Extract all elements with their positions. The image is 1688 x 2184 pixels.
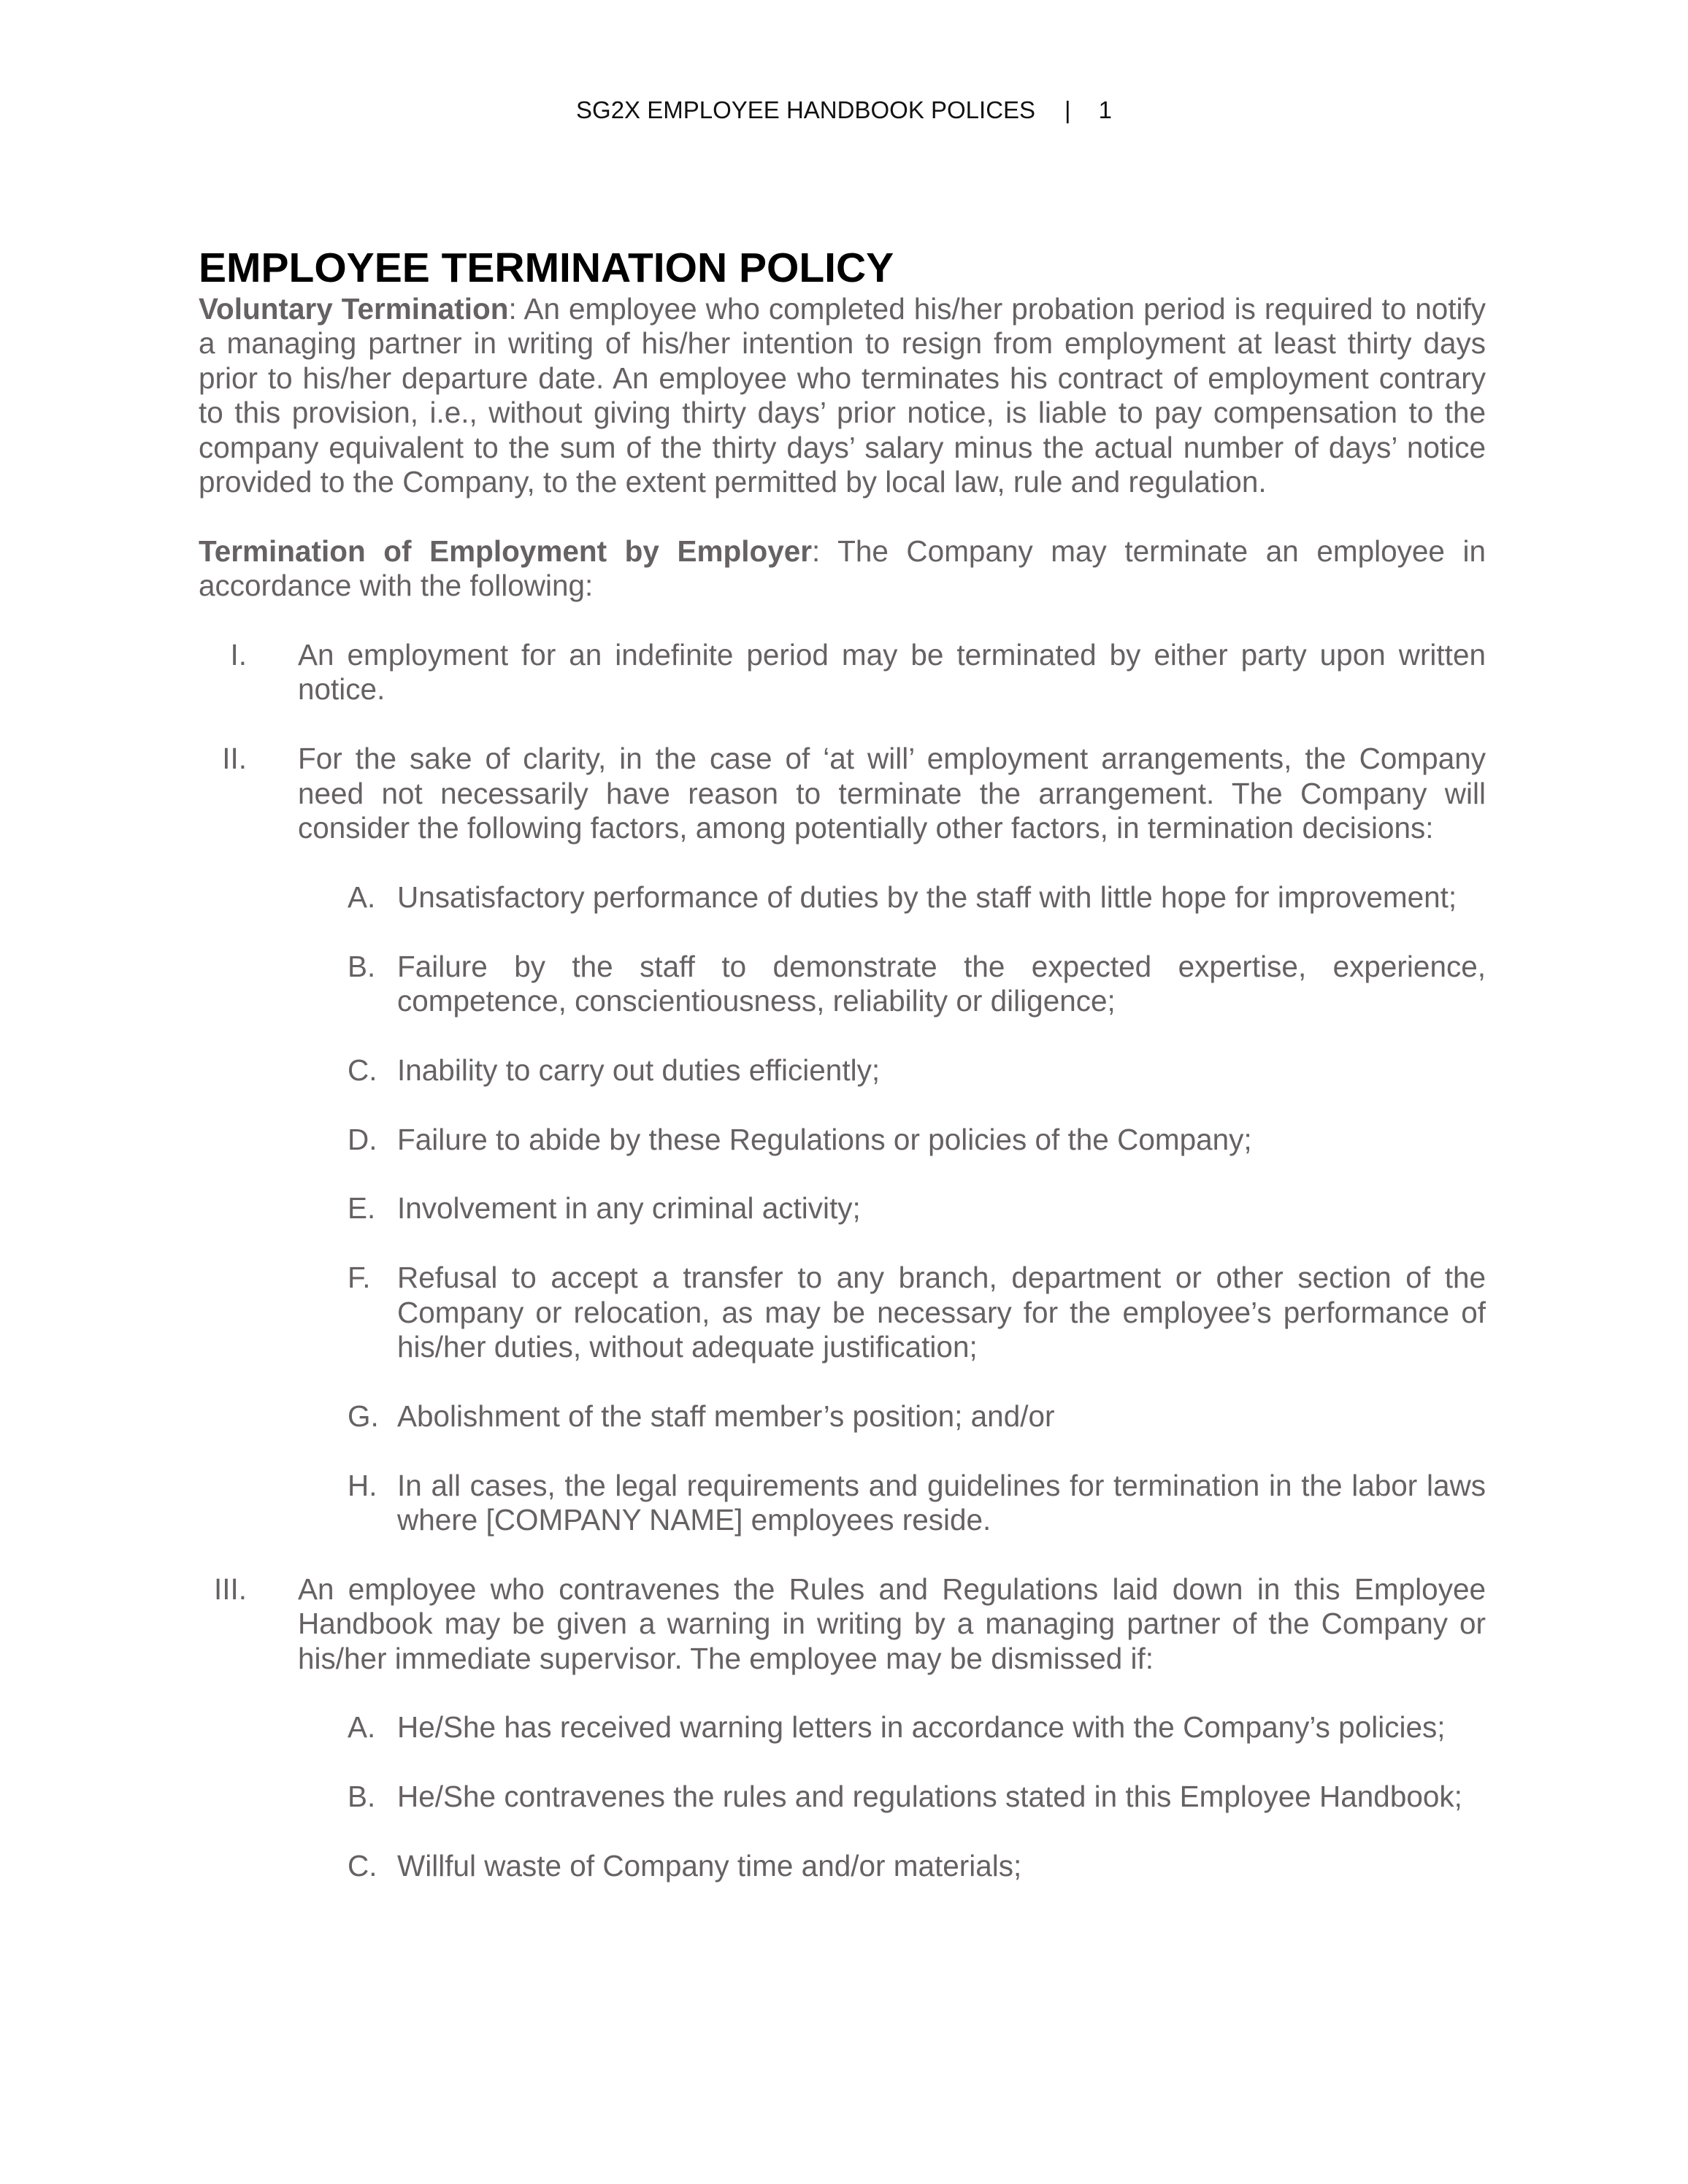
- dismissal-item-b: [199, 1780, 1486, 1814]
- factor-item-g: [199, 1399, 1486, 1434]
- voluntary-termination-text: : An employee who completed his/her probation period is required to notify a managing partner in writing of his/her intention to resign from employment at least thirty days prior to his/her departure date. An employee who terminates his contract of employment contrary to this provision, i.e., without giving thirty days’ prior notice, is liable to pay compensation to the company equivalent to the sum of the thirty days’ salary minus the actual number of days’ notice provided to the Company, to the extent permitted by local law, rule and regulation.: [199, 292, 1486, 499]
- list-marker: III.: [213, 1572, 247, 1606]
- list-item-text: He/She has received warning letters in accordance with the Company’s policies;: [397, 1710, 1446, 1745]
- page-number: 1: [1098, 96, 1112, 123]
- termination-factors-list: [199, 880, 1486, 1538]
- factor-item-f: [199, 1261, 1486, 1364]
- dismissal-item-c: [199, 1849, 1486, 1883]
- list-item-text: Refusal to accept a transfer to any branch, department or other section of the Company or relocation, as may be necessary for the employee’s performance of his/her duties, without adequate justification;: [397, 1261, 1486, 1364]
- list-item-text: In all cases, the legal requirements and guidelines for termination in the labor laws where [COMPANY NAME] employees reside.: [397, 1468, 1486, 1537]
- termination-conditions-list: [199, 638, 1486, 1883]
- list-marker: D.: [348, 1122, 377, 1156]
- dismissal-conditions-list: [199, 1710, 1486, 1883]
- list-item-text: For the sake of clarity, in the case of ‘at will’ employment arrangements, the Company need not necessarily have reason to terminate the arrangement. The Company will consider the following factors, among potentially other factors, in termination decisions:: [298, 742, 1486, 845]
- factor-item-a: [199, 880, 1486, 915]
- list-item-text: Abolishment of the staff member’s position; and/or: [397, 1399, 1055, 1433]
- list-marker: G.: [348, 1399, 379, 1433]
- page-header: [0, 96, 1688, 125]
- list-item-text: Failure to abide by these Regulations or policies of the Company;: [397, 1122, 1252, 1156]
- list-item-ii: [199, 742, 1486, 1537]
- employer-termination-paragraph: [199, 534, 1486, 604]
- header-title: SG2X EMPLOYEE HANDBOOK POLICES: [576, 96, 1036, 123]
- list-marker: B.: [348, 949, 376, 983]
- list-item-iii: [199, 1572, 1486, 1884]
- list-marker: E.: [348, 1191, 376, 1226]
- document-body: [199, 244, 1486, 1918]
- document-title: EMPLOYEE TERMINATION POLICY: [199, 245, 894, 291]
- list-marker: A.: [348, 880, 376, 914]
- list-marker: F.: [348, 1261, 371, 1295]
- list-item-text: An employee who contravenes the Rules and Regulations laid down in this Employee Handbook may be given a warning in writing by a managing partner of the Company or his/her immediate supervisor. The employee may be dismissed if:: [298, 1572, 1486, 1675]
- list-item-text: Involvement in any criminal activity;: [397, 1191, 861, 1226]
- factor-item-e: [199, 1191, 1486, 1226]
- list-item-text: Unsatisfactory performance of duties by the staff with little hope for improvement;: [397, 880, 1457, 914]
- factor-item-b: [199, 950, 1486, 1019]
- employer-termination-heading: Termination of Employment by Employer: [199, 534, 813, 568]
- list-item-text: Willful waste of Company time and/or materials;: [397, 1849, 1022, 1883]
- list-marker: I.: [230, 638, 247, 672]
- dismissal-item-a: [199, 1710, 1486, 1745]
- list-item-text: Failure by the staff to demonstrate the expected expertise, experience, competence, conscientiousness, reliability or diligence;: [397, 949, 1486, 1018]
- list-marker: B.: [348, 1780, 376, 1814]
- list-item-text: He/She contravenes the rules and regulations stated in this Employee Handbook;: [397, 1780, 1462, 1814]
- employer-termination-text: : The Company may terminate an employee in accordance with the following:: [199, 534, 1486, 603]
- list-item-text: Inability to carry out duties efficiently;: [397, 1053, 881, 1087]
- voluntary-termination-paragraph: [199, 292, 1486, 499]
- header-separator: |: [1064, 96, 1071, 123]
- factor-item-c: [199, 1053, 1486, 1088]
- list-marker: A.: [348, 1710, 376, 1745]
- list-marker: II.: [222, 742, 247, 776]
- list-item-i: [199, 638, 1486, 707]
- factor-item-h: [199, 1469, 1486, 1538]
- factor-item-d: [199, 1123, 1486, 1157]
- list-marker: C.: [348, 1053, 377, 1087]
- list-marker: C.: [348, 1849, 377, 1883]
- list-marker: H.: [348, 1468, 377, 1502]
- list-item-text: An employment for an indefinite period may be terminated by either party upon written notice.: [298, 638, 1486, 707]
- voluntary-termination-heading: Voluntary Termination: [199, 292, 509, 326]
